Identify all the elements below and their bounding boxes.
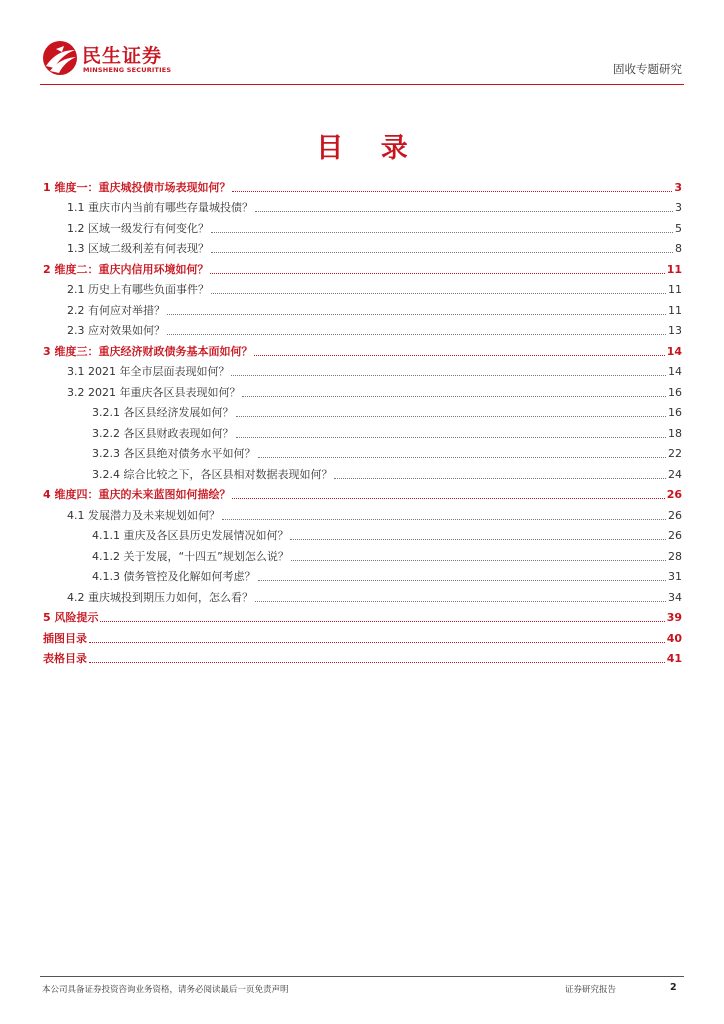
toc-entry-label: 插图目录 bbox=[43, 631, 87, 645]
toc-entry-page: 8 bbox=[675, 242, 682, 255]
toc-entry-page: 26 bbox=[668, 508, 682, 522]
toc-entry-page: 24 bbox=[668, 467, 682, 481]
toc-entry[interactable] bbox=[43, 338, 682, 359]
toc-entry-label: 表格目录 bbox=[43, 652, 87, 665]
toc-entry-page: 11 bbox=[668, 303, 682, 317]
toc-leader-dots bbox=[211, 251, 673, 253]
toc-entry-label: 3 维度三：重庆经济财政债务基本面如何？ bbox=[43, 344, 253, 358]
toc-entry-label: 4.1 发展潜力及未来规划如何？ bbox=[67, 508, 220, 522]
toc-entry-page: 16 bbox=[668, 385, 682, 399]
toc-entry[interactable] bbox=[43, 564, 682, 585]
minsheng-logo-icon bbox=[42, 40, 78, 76]
toc-entry-label: 1.2 区域一级发行有何变化？ bbox=[67, 221, 209, 235]
toc-leader-dots bbox=[232, 190, 672, 192]
toc-entry-label: 4.1.1 重庆及各区县历史发展情况如何？ bbox=[92, 529, 289, 542]
toc-title: 目 录 bbox=[316, 133, 422, 164]
toc-leader-dots bbox=[255, 210, 673, 212]
toc-entry[interactable] bbox=[43, 543, 682, 564]
toc-entry-page: 22 bbox=[668, 447, 682, 460]
toc-entry-page: 28 bbox=[668, 549, 682, 563]
toc-entry-page: 34 bbox=[668, 590, 682, 604]
toc-leader-dots bbox=[167, 333, 666, 335]
toc-leader-dots bbox=[255, 600, 666, 602]
toc-entry-label: 3.2.1 各区县经济发展如何？ bbox=[92, 406, 234, 419]
report-type: 固收专题研究 bbox=[613, 62, 682, 76]
toc-entry[interactable] bbox=[43, 441, 682, 462]
toc-entry-page: 16 bbox=[668, 406, 682, 419]
toc-leader-dots bbox=[211, 292, 666, 294]
toc-entry-label: 3.2.2 各区县财政表现如何？ bbox=[92, 426, 234, 440]
toc-entry[interactable] bbox=[43, 318, 682, 339]
toc-entry-label: 4 维度四：重庆的未来蓝图如何描绘？ bbox=[43, 488, 231, 501]
toc-entry-label: 3.2 2021 年重庆各区县表现如何？ bbox=[67, 385, 241, 399]
toc-entry[interactable] bbox=[43, 236, 682, 257]
toc-entry-label: 4.1.2 关于发展，“十四五”规划怎么说？ bbox=[92, 549, 289, 563]
toc-leader-dots bbox=[258, 456, 667, 458]
toc-entry-label: 2.3 应对效果如何？ bbox=[67, 324, 165, 337]
toc-leader-dots bbox=[211, 231, 673, 233]
toc-leader-dots bbox=[254, 354, 664, 356]
toc-entry[interactable] bbox=[43, 215, 682, 236]
toc-entry[interactable] bbox=[43, 297, 682, 318]
toc-leader-dots bbox=[167, 313, 666, 315]
toc-leader-dots bbox=[222, 518, 666, 520]
toc-leader-dots bbox=[210, 272, 664, 274]
toc-entry-label: 2.1 历史上有哪些负面事件？ bbox=[67, 283, 209, 296]
toc-entry-label: 3.1 2021 年全市层面表现如何？ bbox=[67, 365, 230, 378]
toc-leader-dots bbox=[290, 538, 666, 540]
toc-leader-dots bbox=[291, 559, 666, 561]
toc-entry-label: 1.1 重庆市内当前有哪些存量城投债？ bbox=[67, 201, 253, 214]
page-header bbox=[40, 38, 684, 84]
page-number: 2 bbox=[670, 982, 677, 993]
toc-entry[interactable] bbox=[43, 195, 682, 216]
toc-leader-dots bbox=[89, 641, 665, 643]
toc-entry-page: 40 bbox=[666, 631, 682, 645]
toc-leader-dots bbox=[231, 374, 666, 376]
toc-entry[interactable] bbox=[43, 359, 682, 380]
toc-entry-page: 41 bbox=[666, 652, 682, 665]
toc-entry[interactable] bbox=[43, 277, 682, 298]
toc-leader-dots bbox=[100, 620, 664, 622]
footer-divider bbox=[40, 976, 684, 977]
toc-entry[interactable] bbox=[43, 400, 682, 421]
logo-chinese-name: 民生证券 bbox=[82, 45, 163, 67]
toc-entry[interactable] bbox=[43, 379, 682, 400]
toc-entry[interactable] bbox=[43, 625, 682, 646]
toc-entry-page: 3 bbox=[675, 201, 682, 214]
toc-entry[interactable] bbox=[43, 461, 682, 482]
logo-english-name: MINSHENG SECURITIES bbox=[83, 66, 172, 74]
toc-entry-label: 1 维度一：重庆城投债市场表现如何？ bbox=[43, 180, 231, 194]
toc-entry[interactable] bbox=[43, 420, 682, 441]
toc-leader-dots bbox=[242, 395, 666, 397]
toc-entry-page: 26 bbox=[666, 488, 682, 501]
toc-entry-page: 11 bbox=[668, 283, 682, 296]
toc-leader-dots bbox=[236, 436, 667, 438]
toc-entry[interactable] bbox=[43, 502, 682, 523]
toc-entry-label: 3.2.3 各区县绝对债务水平如何？ bbox=[92, 447, 256, 460]
footer-disclaimer: 本公司具备证券投资咨询业务资格，请务必阅读最后一页免责声明 bbox=[42, 985, 289, 995]
toc-entry-page: 39 bbox=[666, 611, 682, 624]
footer-report-label: 证券研究报告 bbox=[565, 985, 617, 995]
toc-entry-page: 5 bbox=[675, 221, 682, 235]
toc-entry-label: 4.2 重庆城投到期压力如何，怎么看？ bbox=[67, 590, 253, 604]
toc-entry-page: 18 bbox=[668, 426, 682, 440]
toc-entry[interactable] bbox=[43, 482, 682, 503]
toc-entry-label: 1.3 区域二级利差有何表现？ bbox=[67, 242, 209, 255]
table-of-contents bbox=[43, 174, 682, 666]
toc-leader-dots bbox=[89, 661, 665, 663]
toc-entry[interactable] bbox=[43, 174, 682, 195]
toc-entry-label: 4.1.3 债务管控及化解如何考虑？ bbox=[92, 570, 256, 583]
toc-entry[interactable] bbox=[43, 584, 682, 605]
toc-entry-label: 2.2 有何应对举措？ bbox=[67, 303, 165, 317]
toc-entry[interactable] bbox=[43, 256, 682, 277]
toc-entry[interactable] bbox=[43, 605, 682, 626]
toc-entry-page: 3 bbox=[674, 180, 682, 194]
toc-entry-page: 11 bbox=[666, 262, 682, 276]
toc-leader-dots bbox=[236, 415, 667, 417]
toc-entry-page: 14 bbox=[666, 344, 682, 358]
toc-entry[interactable] bbox=[43, 646, 682, 667]
toc-entry-label: 5 风险提示 bbox=[43, 611, 99, 624]
toc-leader-dots bbox=[258, 579, 667, 581]
toc-entry-page: 13 bbox=[668, 324, 682, 337]
toc-entry-label: 2 维度二：重庆内信用环境如何？ bbox=[43, 262, 209, 276]
toc-entry[interactable] bbox=[43, 523, 682, 544]
toc-leader-dots bbox=[334, 477, 666, 479]
toc-entry-page: 31 bbox=[668, 570, 682, 583]
header-divider bbox=[40, 84, 684, 85]
toc-entry-page: 14 bbox=[668, 365, 682, 378]
toc-entry-label: 3.2.4 综合比较之下，各区县相对数据表现如何？ bbox=[92, 467, 333, 481]
toc-entry-page: 26 bbox=[668, 529, 682, 542]
toc-leader-dots bbox=[232, 497, 664, 499]
company-logo bbox=[42, 40, 182, 80]
